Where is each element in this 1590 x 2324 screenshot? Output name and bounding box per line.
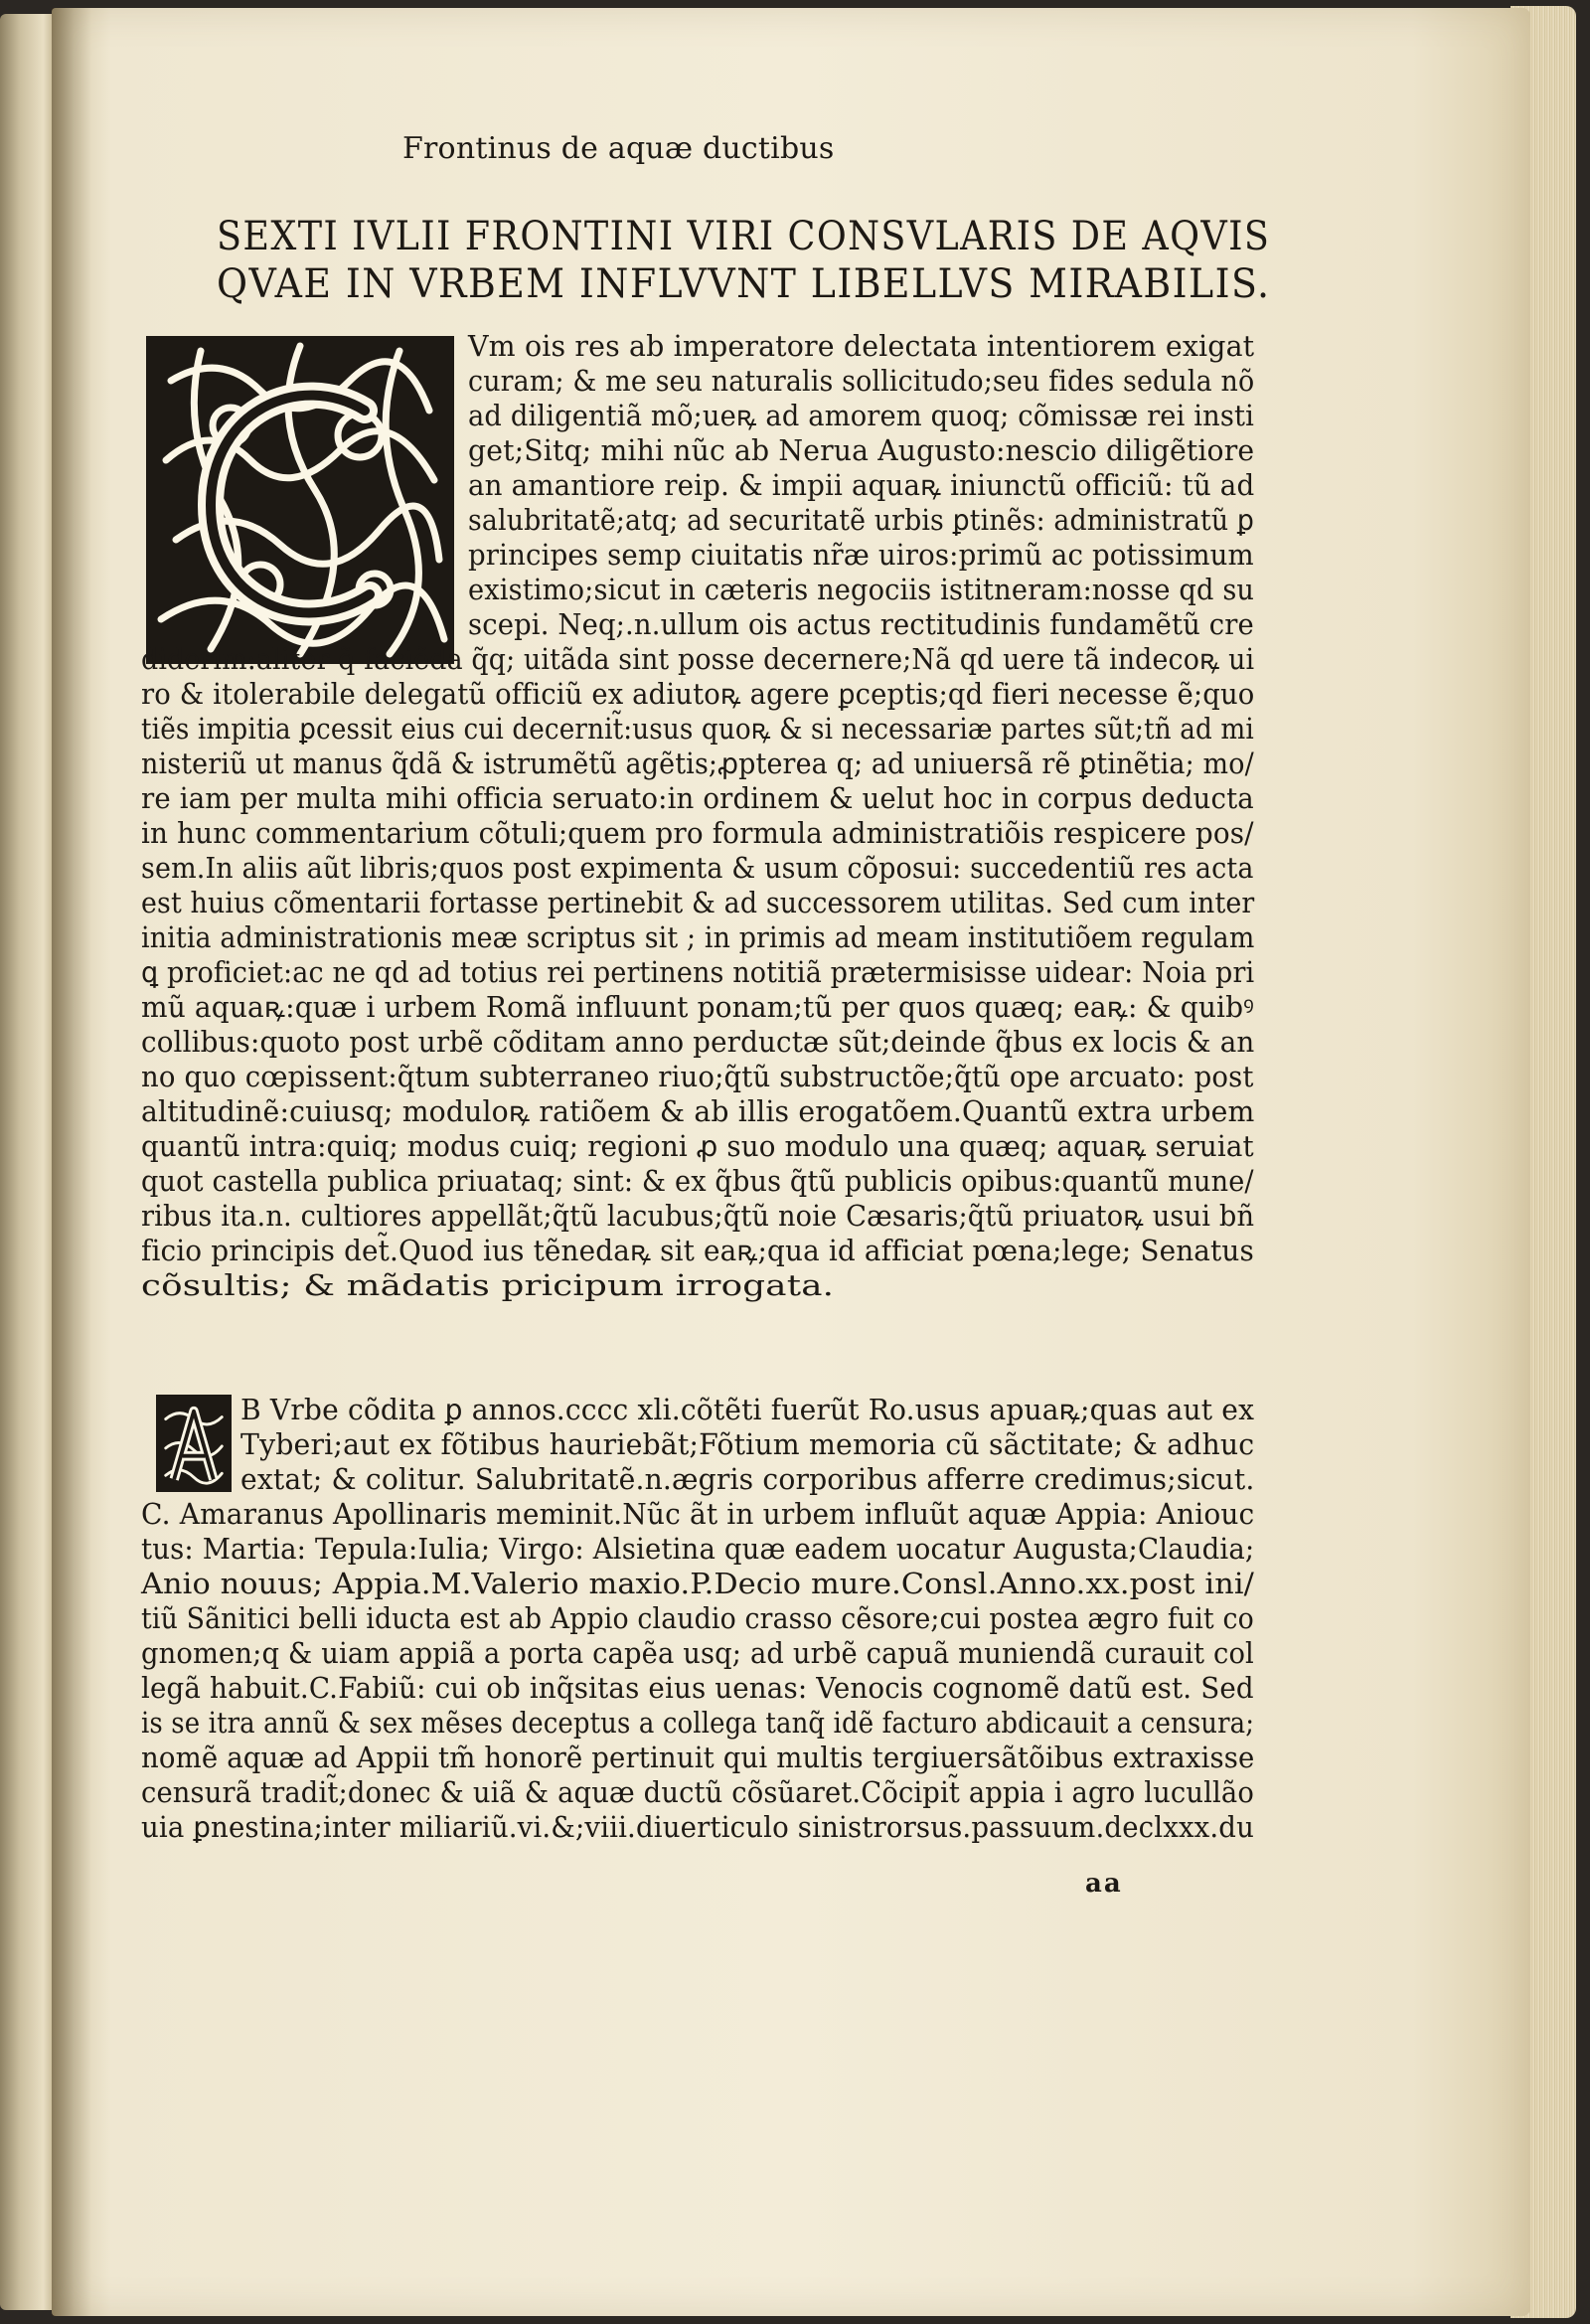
body-line-17: est huius cõmentarii fortasse pertinebit & ad successorem utilitas. Sed cum inter xyxy=(141,887,1255,919)
body-line-8: existimo;sicut in cæteris negociis istitneram:nosse qd su xyxy=(468,574,1255,606)
body-line-36: gnomen;q & uiam appiã a porta capẽa usq; ad urbẽ capuã muniendã curauit col xyxy=(141,1637,1254,1670)
body-line-15: in hunc commentarium cõtuli;quem pro formula administratiõis respicere pos/ xyxy=(141,817,1254,850)
body-line-16: sem.In aliis aũt libris;quos post expimenta & usum cõposui: succedentiũ res acta xyxy=(141,852,1254,885)
body-line-38: is se itra annũ & sex mẽses deceptus a collega tanq̃ idẽ facturo abdicauit a censura; xyxy=(141,1707,1255,1740)
gutter-shadow xyxy=(52,8,91,2316)
body-line-10: diderim:aliter q̃ faciẽda q̃q; uitãda sint posse decernere;Nã qd uere tã indecoꝶ ui xyxy=(141,643,1255,676)
signature-mark: aa xyxy=(1085,1869,1123,1899)
body-line-28: cõsultis; & mãdatis pricipum irrogata. xyxy=(141,1269,835,1302)
body-line-1: Vm ois res ab imperatore delectata intentiorem exigat xyxy=(468,330,1255,363)
body-line-11: ro & itolerabile delegatũ officiũ ex adiutoꝶ agere ꝑceptis;qd fieri necesse ẽ;quo xyxy=(141,678,1255,711)
body-line-21: collibus:quoto post urbẽ cõditam anno perductæ sũt;deinde q̃bus ex locis & an xyxy=(141,1026,1255,1059)
body-line-27: ficio principis det̃.Quod ius tẽnedaꝶ sit eaꝶ;qua id afficiat pœna;lege; Senatus xyxy=(141,1235,1254,1267)
body-line-35: tiũ Sãnitici belli iducta est ab Appio claudio crasso cẽsore;cui postea ægro fuit co xyxy=(141,1602,1254,1635)
body-line-4: get;Sitq; mihi nũc ab Nerua Augusto:nescio diligẽtiore xyxy=(468,434,1255,467)
woodcut-initial-a-art xyxy=(161,1400,227,1487)
body-line-25: quot castella publica priuataq; sint: & ex q̃bus q̃tũ publicis opibus:quantũ mune/ xyxy=(141,1165,1254,1198)
body-line-23: altitudinẽ:cuiusq; moduloꝶ ratiõem & ab illis erogatõem.Quantũ extra urbem xyxy=(141,1095,1255,1128)
woodcut-initial-c-art xyxy=(151,341,449,659)
title-line-2: QVAE IN VRBEM INFLVVNT LIBELLVS MIRABILIS. xyxy=(217,261,1271,307)
body-line-37: legã habuit.C.Fabiũ: cui ob inq̃sitas eius uenas: Venocis cognomẽ datũ est. Sed xyxy=(141,1672,1254,1705)
body-line-32: C. Amaranus Apollinaris meminit.Nũc ãt in urbem influũt aquæ Appia: Aniouc xyxy=(141,1498,1255,1531)
body-line-20: mũ aquaꝶ:quæ i urbem Romã influunt ponam;tũ per quos quæq; eaꝶ: & quibꝰ xyxy=(141,991,1255,1024)
body-line-6: salubritatẽ;atq; ad securitatẽ urbis ꝑtinẽs: administratũ ꝑ xyxy=(468,504,1254,537)
body-line-19: ꝗ proficiet:ac ne qd ad totius rei pertinens notitiã prætermisisse uidear: Noia pri xyxy=(141,956,1255,989)
woodcut-initial-c xyxy=(146,336,454,664)
body-line-9: scepi. Neq;.n.ullum ois actus rectitudinis fundamẽtũ cre xyxy=(468,608,1254,641)
body-line-12: tiẽs impitia ꝑcessit eius cui decernit̃:usus quoꝶ & si necessariæ partes sũt;tñ ad mi xyxy=(141,713,1254,746)
body-line-34: Anio nouus; Appia.M.Valerio maxio.P.Decio mure.Consl.Anno.xx.post ini/ xyxy=(141,1568,1255,1600)
title-line-1: SEXTI IVLII FRONTINI VIRI CONSVLARIS DE AQVIS xyxy=(217,214,1271,259)
body-line-39: nomẽ aquæ ad Appii tm̃ honorẽ pertinuit qui multis tergiuersãtõibus extraxisse xyxy=(141,1742,1255,1774)
body-line-13: nisteriũ ut manus q̃dã & istrumẽtũ agẽtis;ꝓpterea q; ad uniuersã rẽ ꝑtinẽtia; mo/ xyxy=(141,747,1254,780)
left-page-edge xyxy=(0,14,58,2310)
body-line-22: no quo cœpissent:q̃tum subterraneo riuo;q̃tũ substructõe;q̃tũ ope arcuato: post xyxy=(141,1061,1254,1093)
body-line-30: Tyberi;aut ex fõtibus hauriebãt;Fõtium memoria cũ sãctitate; & adhuc xyxy=(240,1428,1255,1461)
title xyxy=(217,213,1270,308)
body-line-18: initia administrationis meæ scriptus sit ; in primis ad meam institutiõem regulam xyxy=(141,921,1255,954)
running-head: Frontinus de aquæ ductibus xyxy=(402,131,835,166)
body-line-24: quantũ intra:quiq; modus cuiq; regioni ꝓ suo modulo una quæq; aquaꝶ seruiat xyxy=(141,1130,1254,1163)
body-line-14: re iam per multa mihi officia seruato:in ordinem & uelut hoc in corpus deducta xyxy=(141,782,1254,815)
body-line-40: censurã tradit̃;donec & uiã & aquæ ductũ cõsũaret.Cõcipit̃ appia i agro lucullão xyxy=(141,1776,1254,1809)
body-line-2: curam; & me seu naturalis sollicitudo;seu fides sedula nõ xyxy=(468,365,1255,398)
body-line-31: extat; & colitur. Salubritatẽ.n.ægris corporibus afferre credimus;sicut. xyxy=(240,1463,1255,1496)
body-line-5: an amantiore reip. & impii aquaꝶ iniunctũ officiũ: tũ ad xyxy=(468,469,1255,502)
body-line-3: ad diligentiã mõ;ueꝶ ad amorem quoq; cõmissæ rei insti xyxy=(468,400,1255,432)
body-line-33: tus: Martia: Tepula:Iulia; Virgo: Alsietina quæ eadem uocatur Augusta;Claudia; xyxy=(141,1533,1255,1566)
body-line-41: uia ꝑnestina;inter miliariũ.vi.&;viii.diuerticulo sinistrorsus.passuum.declxxx.du xyxy=(141,1811,1254,1844)
body-line-29: B Vrbe cõdita ꝑ annos.cccc xli.cõtẽti fuerũt Ro.usus apuaꝶ;quas aut ex xyxy=(240,1394,1255,1426)
body-line-7: principes semp ciuitatis nr̃æ uiros:primũ ac potissimum xyxy=(468,539,1254,572)
woodcut-initial-a xyxy=(156,1395,232,1492)
body-line-26: ribus ita.n. cultiores appellãt;q̃tũ lacubus;q̃tũ noie Cæsaris;q̃tũ priuatoꝶ usui bñ xyxy=(141,1200,1255,1233)
